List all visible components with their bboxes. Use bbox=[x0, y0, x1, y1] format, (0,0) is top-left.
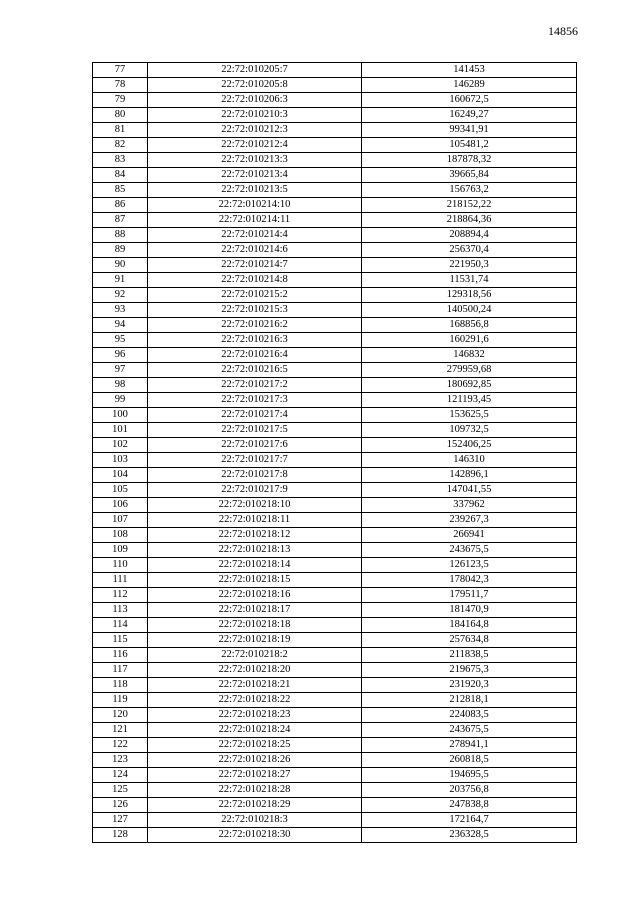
value-cell: 16249,27 bbox=[362, 108, 577, 123]
row-number-cell: 96 bbox=[93, 348, 148, 363]
row-number-cell: 79 bbox=[93, 93, 148, 108]
table-row bbox=[93, 213, 577, 228]
row-number-cell: 124 bbox=[93, 768, 148, 783]
cadastral-number-cell: 22:72:010210:3 bbox=[148, 108, 362, 123]
row-number-cell: 104 bbox=[93, 468, 148, 483]
row-number-cell: 94 bbox=[93, 318, 148, 333]
value-cell: 109732,5 bbox=[362, 423, 577, 438]
cadastral-number-cell: 22:72:010218:21 bbox=[148, 678, 362, 693]
value-cell: 156763,2 bbox=[362, 183, 577, 198]
cadastral-number-cell: 22:72:010218:13 bbox=[148, 543, 362, 558]
table-row bbox=[93, 273, 577, 288]
value-cell: 219675,3 bbox=[362, 663, 577, 678]
row-number-cell: 88 bbox=[93, 228, 148, 243]
table-row bbox=[93, 573, 577, 588]
row-number-cell: 93 bbox=[93, 303, 148, 318]
value-cell: 168856,8 bbox=[362, 318, 577, 333]
table-row bbox=[93, 318, 577, 333]
row-number-cell: 113 bbox=[93, 603, 148, 618]
value-cell: 203756,8 bbox=[362, 783, 577, 798]
table-row bbox=[93, 648, 577, 663]
table-row bbox=[93, 618, 577, 633]
cadastral-number-cell: 22:72:010212:3 bbox=[148, 123, 362, 138]
value-cell: 181470,9 bbox=[362, 603, 577, 618]
cadastral-number-cell: 22:72:010218:14 bbox=[148, 558, 362, 573]
value-cell: 105481,2 bbox=[362, 138, 577, 153]
table-row bbox=[93, 783, 577, 798]
value-cell: 142896,1 bbox=[362, 468, 577, 483]
value-cell: 221950,3 bbox=[362, 258, 577, 273]
table-row bbox=[93, 438, 577, 453]
cadastral-number-cell: 22:72:010218:18 bbox=[148, 618, 362, 633]
cadastral-number-cell: 22:72:010217:8 bbox=[148, 468, 362, 483]
value-cell: 99341,91 bbox=[362, 123, 577, 138]
table-row bbox=[93, 138, 577, 153]
cadastral-number-cell: 22:72:010218:23 bbox=[148, 708, 362, 723]
cadastral-number-cell: 22:72:010218:3 bbox=[148, 813, 362, 828]
value-cell: 194695,5 bbox=[362, 768, 577, 783]
table-row bbox=[93, 423, 577, 438]
value-cell: 126123,5 bbox=[362, 558, 577, 573]
table-row bbox=[93, 198, 577, 213]
value-cell: 266941 bbox=[362, 528, 577, 543]
table-row bbox=[93, 828, 577, 843]
table-row bbox=[93, 228, 577, 243]
cadastral-number-cell: 22:72:010216:5 bbox=[148, 363, 362, 378]
row-number-cell: 99 bbox=[93, 393, 148, 408]
table-row bbox=[93, 798, 577, 813]
row-number-cell: 105 bbox=[93, 483, 148, 498]
row-number-cell: 110 bbox=[93, 558, 148, 573]
value-cell: 243675,5 bbox=[362, 543, 577, 558]
cadastral-number-cell: 22:72:010217:2 bbox=[148, 378, 362, 393]
row-number-cell: 116 bbox=[93, 648, 148, 663]
cadastral-number-cell: 22:72:010218:29 bbox=[148, 798, 362, 813]
cadastral-number-cell: 22:72:010218:12 bbox=[148, 528, 362, 543]
table-row bbox=[93, 513, 577, 528]
value-cell: 129318,56 bbox=[362, 288, 577, 303]
row-number-cell: 125 bbox=[93, 783, 148, 798]
value-cell: 179511,7 bbox=[362, 588, 577, 603]
row-number-cell: 97 bbox=[93, 363, 148, 378]
cadastral-number-cell: 22:72:010213:3 bbox=[148, 153, 362, 168]
table-row bbox=[93, 363, 577, 378]
table-row bbox=[93, 753, 577, 768]
row-number-cell: 89 bbox=[93, 243, 148, 258]
table-row bbox=[93, 288, 577, 303]
cadastral-number-cell: 22:72:010206:3 bbox=[148, 93, 362, 108]
cadastral-number-cell: 22:72:010214:6 bbox=[148, 243, 362, 258]
cadastral-number-cell: 22:72:010213:5 bbox=[148, 183, 362, 198]
cadastral-number-cell: 22:72:010218:16 bbox=[148, 588, 362, 603]
value-cell: 239267,3 bbox=[362, 513, 577, 528]
row-number-cell: 77 bbox=[93, 63, 148, 78]
value-cell: 236328,5 bbox=[362, 828, 577, 843]
cadastral-number-cell: 22:72:010218:17 bbox=[148, 603, 362, 618]
table-row bbox=[93, 303, 577, 318]
table-row bbox=[93, 468, 577, 483]
table-row bbox=[93, 543, 577, 558]
value-cell: 172164,7 bbox=[362, 813, 577, 828]
table-row bbox=[93, 588, 577, 603]
row-number-cell: 78 bbox=[93, 78, 148, 93]
value-cell: 152406,25 bbox=[362, 438, 577, 453]
row-number-cell: 98 bbox=[93, 378, 148, 393]
table-row bbox=[93, 108, 577, 123]
cadastral-number-cell: 22:72:010214:4 bbox=[148, 228, 362, 243]
cadastral-number-cell: 22:72:010214:8 bbox=[148, 273, 362, 288]
row-number-cell: 128 bbox=[93, 828, 148, 843]
value-cell: 260818,5 bbox=[362, 753, 577, 768]
row-number-cell: 82 bbox=[93, 138, 148, 153]
value-cell: 184164,8 bbox=[362, 618, 577, 633]
row-number-cell: 101 bbox=[93, 423, 148, 438]
table-row bbox=[93, 78, 577, 93]
value-cell: 121193,45 bbox=[362, 393, 577, 408]
row-number-cell: 112 bbox=[93, 588, 148, 603]
value-cell: 337962 bbox=[362, 498, 577, 513]
cadastral-number-cell: 22:72:010216:3 bbox=[148, 333, 362, 348]
table-row bbox=[93, 813, 577, 828]
table-row bbox=[93, 768, 577, 783]
value-cell: 11531,74 bbox=[362, 273, 577, 288]
value-cell: 146832 bbox=[362, 348, 577, 363]
cadastral-number-cell: 22:72:010215:3 bbox=[148, 303, 362, 318]
cadastral-number-cell: 22:72:010214:11 bbox=[148, 213, 362, 228]
value-cell: 243675,5 bbox=[362, 723, 577, 738]
value-cell: 39665,84 bbox=[362, 168, 577, 183]
table-row bbox=[93, 693, 577, 708]
row-number-cell: 106 bbox=[93, 498, 148, 513]
row-number-cell: 107 bbox=[93, 513, 148, 528]
row-number-cell: 87 bbox=[93, 213, 148, 228]
value-cell: 146310 bbox=[362, 453, 577, 468]
row-number-cell: 119 bbox=[93, 693, 148, 708]
table-row bbox=[93, 243, 577, 258]
table-row bbox=[93, 153, 577, 168]
value-cell: 147041,55 bbox=[362, 483, 577, 498]
value-cell: 279959,68 bbox=[362, 363, 577, 378]
table-row bbox=[93, 678, 577, 693]
value-cell: 187878,32 bbox=[362, 153, 577, 168]
table-row bbox=[93, 498, 577, 513]
row-number-cell: 126 bbox=[93, 798, 148, 813]
value-cell: 208894,4 bbox=[362, 228, 577, 243]
cadastral-number-cell: 22:72:010214:7 bbox=[148, 258, 362, 273]
value-cell: 256370,4 bbox=[362, 243, 577, 258]
row-number-cell: 120 bbox=[93, 708, 148, 723]
cadastral-number-cell: 22:72:010217:5 bbox=[148, 423, 362, 438]
row-number-cell: 122 bbox=[93, 738, 148, 753]
row-number-cell: 91 bbox=[93, 273, 148, 288]
table-row bbox=[93, 93, 577, 108]
row-number-cell: 103 bbox=[93, 453, 148, 468]
cadastral-number-cell: 22:72:010218:20 bbox=[148, 663, 362, 678]
row-number-cell: 109 bbox=[93, 543, 148, 558]
table-row bbox=[93, 63, 577, 78]
cadastral-number-cell: 22:72:010214:10 bbox=[148, 198, 362, 213]
value-cell: 180692,85 bbox=[362, 378, 577, 393]
cadastral-number-cell: 22:72:010213:4 bbox=[148, 168, 362, 183]
value-cell: 140500,24 bbox=[362, 303, 577, 318]
cadastral-number-cell: 22:72:010205:7 bbox=[148, 63, 362, 78]
value-cell: 278941,1 bbox=[362, 738, 577, 753]
cadastral-number-cell: 22:72:010217:9 bbox=[148, 483, 362, 498]
cadastral-number-cell: 22:72:010218:30 bbox=[148, 828, 362, 843]
table-row bbox=[93, 408, 577, 423]
cadastral-number-cell: 22:72:010218:2 bbox=[148, 648, 362, 663]
cadastral-number-cell: 22:72:010212:4 bbox=[148, 138, 362, 153]
value-cell: 224083,5 bbox=[362, 708, 577, 723]
cadastral-value-table bbox=[92, 62, 577, 843]
cadastral-number-cell: 22:72:010217:3 bbox=[148, 393, 362, 408]
value-cell: 160672,5 bbox=[362, 93, 577, 108]
cadastral-number-cell: 22:72:010218:11 bbox=[148, 513, 362, 528]
cadastral-number-cell: 22:72:010217:6 bbox=[148, 438, 362, 453]
cadastral-number-cell: 22:72:010218:28 bbox=[148, 783, 362, 798]
table-row bbox=[93, 348, 577, 363]
value-cell: 218152,22 bbox=[362, 198, 577, 213]
cadastral-number-cell: 22:72:010218:22 bbox=[148, 693, 362, 708]
table-row bbox=[93, 393, 577, 408]
cadastral-number-cell: 22:72:010218:25 bbox=[148, 738, 362, 753]
row-number-cell: 123 bbox=[93, 753, 148, 768]
value-cell: 211838,5 bbox=[362, 648, 577, 663]
cadastral-number-cell: 22:72:010215:2 bbox=[148, 288, 362, 303]
row-number-cell: 114 bbox=[93, 618, 148, 633]
table-row bbox=[93, 183, 577, 198]
cadastral-number-cell: 22:72:010218:24 bbox=[148, 723, 362, 738]
table-row bbox=[93, 603, 577, 618]
table-row bbox=[93, 258, 577, 273]
cadastral-number-cell: 22:72:010216:4 bbox=[148, 348, 362, 363]
row-number-cell: 117 bbox=[93, 663, 148, 678]
row-number-cell: 100 bbox=[93, 408, 148, 423]
cadastral-number-cell: 22:72:010205:8 bbox=[148, 78, 362, 93]
table-row bbox=[93, 738, 577, 753]
row-number-cell: 108 bbox=[93, 528, 148, 543]
row-number-cell: 90 bbox=[93, 258, 148, 273]
table-row bbox=[93, 168, 577, 183]
row-number-cell: 95 bbox=[93, 333, 148, 348]
value-cell: 257634,8 bbox=[362, 633, 577, 648]
row-number-cell: 83 bbox=[93, 153, 148, 168]
cadastral-number-cell: 22:72:010218:26 bbox=[148, 753, 362, 768]
value-cell: 160291,6 bbox=[362, 333, 577, 348]
value-cell: 247838,8 bbox=[362, 798, 577, 813]
table-row bbox=[93, 453, 577, 468]
table-row bbox=[93, 528, 577, 543]
page-number: 14856 bbox=[548, 24, 578, 38]
table-body bbox=[93, 63, 577, 843]
cadastral-number-cell: 22:72:010218:15 bbox=[148, 573, 362, 588]
table-row bbox=[93, 378, 577, 393]
value-cell: 146289 bbox=[362, 78, 577, 93]
value-cell: 141453 bbox=[362, 63, 577, 78]
row-number-cell: 102 bbox=[93, 438, 148, 453]
row-number-cell: 86 bbox=[93, 198, 148, 213]
cadastral-number-cell: 22:72:010217:4 bbox=[148, 408, 362, 423]
table-row bbox=[93, 723, 577, 738]
row-number-cell: 121 bbox=[93, 723, 148, 738]
row-number-cell: 111 bbox=[93, 573, 148, 588]
table-row bbox=[93, 333, 577, 348]
row-number-cell: 127 bbox=[93, 813, 148, 828]
value-cell: 218864,36 bbox=[362, 213, 577, 228]
value-cell: 178042,3 bbox=[362, 573, 577, 588]
table-row bbox=[93, 663, 577, 678]
row-number-cell: 81 bbox=[93, 123, 148, 138]
value-cell: 212818,1 bbox=[362, 693, 577, 708]
cadastral-number-cell: 22:72:010218:27 bbox=[148, 768, 362, 783]
table-row bbox=[93, 123, 577, 138]
table-row bbox=[93, 633, 577, 648]
row-number-cell: 80 bbox=[93, 108, 148, 123]
row-number-cell: 92 bbox=[93, 288, 148, 303]
value-cell: 231920,3 bbox=[362, 678, 577, 693]
value-cell: 153625,5 bbox=[362, 408, 577, 423]
table-row bbox=[93, 708, 577, 723]
table-row bbox=[93, 558, 577, 573]
row-number-cell: 118 bbox=[93, 678, 148, 693]
cadastral-number-cell: 22:72:010218:10 bbox=[148, 498, 362, 513]
cadastral-number-cell: 22:72:010217:7 bbox=[148, 453, 362, 468]
table-row bbox=[93, 483, 577, 498]
cadastral-number-cell: 22:72:010216:2 bbox=[148, 318, 362, 333]
cadastral-number-cell: 22:72:010218:19 bbox=[148, 633, 362, 648]
row-number-cell: 115 bbox=[93, 633, 148, 648]
row-number-cell: 85 bbox=[93, 183, 148, 198]
row-number-cell: 84 bbox=[93, 168, 148, 183]
